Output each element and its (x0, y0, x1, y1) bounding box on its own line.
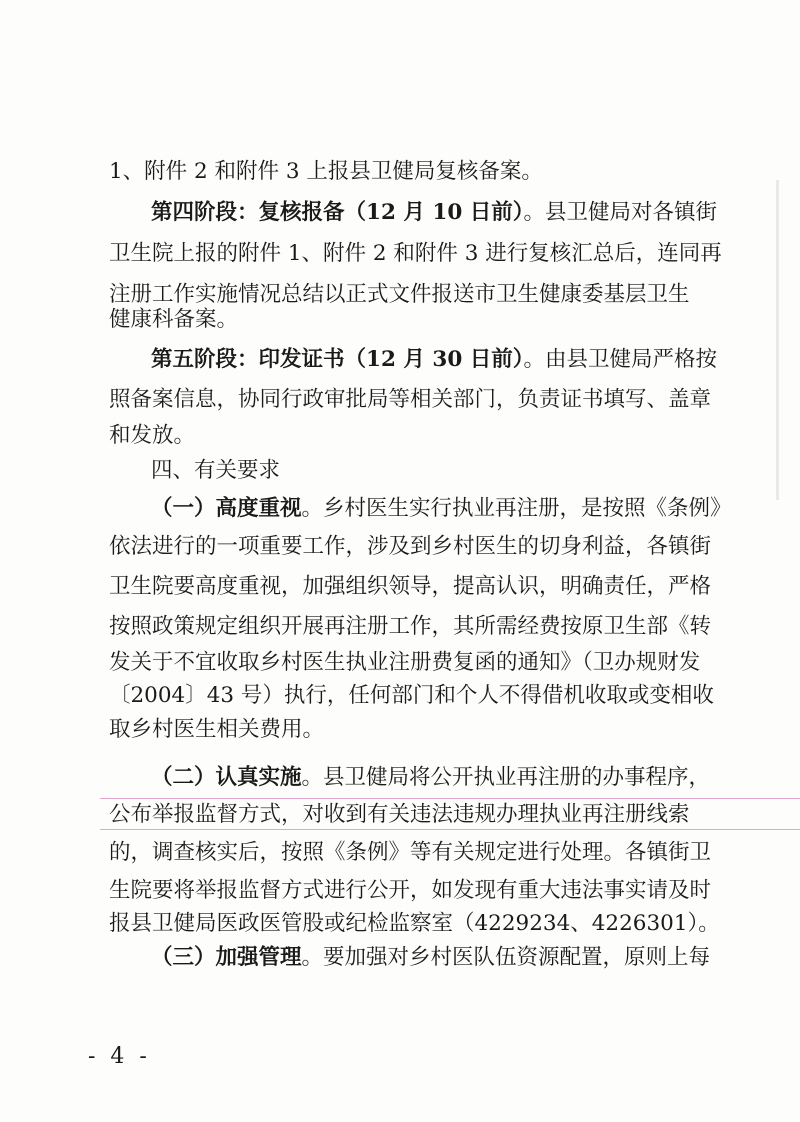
line-text: 取乡村医生相关费用。 (109, 717, 325, 742)
requirement-two-line (151, 763, 711, 793)
paragraph-line-19 (109, 838, 712, 868)
line-text: 生院要将举报监督方式进行公开，如发现有重大违法事实请及时 (109, 878, 712, 903)
stage-four-heading-line (151, 198, 718, 228)
paragraph-line-3 (109, 239, 722, 269)
paragraph-line-7 (109, 385, 712, 415)
paragraph-line-18 (109, 800, 690, 830)
line-text: 按照政策规定组织开展再注册工作，其所需经费按原卫生部《转 (109, 614, 712, 639)
section-heading (151, 456, 684, 486)
line-text: 发关于不宜收取乡村医生执业注册费复函的通知》（卫办规财发 (109, 650, 701, 675)
paragraph-line-11 (109, 532, 712, 562)
requirement-three-line (151, 943, 711, 973)
line-text: 1、附件 2 和附件 3 上报县卫健局复核备案。 (109, 159, 543, 184)
paragraph-line-15 (109, 681, 714, 711)
stage-five-heading-line (151, 345, 718, 375)
stage-five-title: 第五阶段：印发证书（12 月 30 日前） (151, 347, 524, 372)
line-text: 注册工作实施情况总结以正式文件报送市卫生健康委基层卫生 (109, 282, 690, 307)
line-text: 和发放。 (109, 423, 196, 448)
line-text: 。县卫健局将公开执业再注册的办事程序， (301, 765, 711, 790)
line-text: 卫生院上报的附件 1、附件 2 和附件 3 进行复核汇总后，连同再 (109, 241, 722, 266)
scan-edge-shadow (776, 180, 779, 500)
stage-four-title: 第四阶段：复核报备（12 月 10 日前） (151, 200, 524, 225)
line-text: 健康科备案。 (109, 307, 239, 332)
requirement-one-title: （一）高度重视 (151, 496, 302, 521)
line-text: 依法进行的一项重要工作，涉及到乡村医生的切身利益，各镇街 (109, 534, 712, 559)
requirement-one-line (151, 494, 732, 524)
paragraph-line-20 (109, 876, 712, 906)
line-text: 。乡村医生实行执业再注册，是按照《条例》 (301, 496, 732, 521)
line-text: 报县卫健局医政医管股或纪检监察室（4229234、4226301）。 (109, 911, 720, 936)
paragraph-line-13 (109, 612, 712, 642)
line-text: 〔2004〕43 号）执行，任何部门和个人不得借机收取或变相收 (109, 683, 714, 708)
page-number: - 4 - (88, 1044, 151, 1069)
paragraph-line-21 (109, 909, 720, 939)
line-text: 。由县卫健局严格按 (523, 347, 718, 372)
requirement-two-title: （二）认真实施 (151, 765, 302, 790)
line-text: 。县卫健局对各镇街 (523, 200, 718, 225)
binding-rule-top (100, 798, 800, 799)
requirement-three-title: （三）加强管理 (151, 945, 302, 970)
paragraph-line-12 (109, 572, 712, 602)
line-text: 的，调查核实后，按照《条例》等有关规定进行处理。各镇街卫 (109, 840, 712, 865)
line-text: 卫生院要高度重视，加强组织领导，提高认识，明确责任，严格 (109, 574, 712, 599)
section-heading-text: 四、有关要求 (151, 458, 281, 483)
line-text: 公布举报监督方式，对收到有关违法违规办理执业再注册线索 (109, 802, 690, 827)
paragraph-line-5 (109, 305, 684, 335)
paragraph-line-16 (109, 715, 684, 745)
line-text: 照备案信息，协同行政审批局等相关部门，负责证书填写、盖章 (109, 387, 712, 412)
line-text: 。要加强对乡村医队伍资源配置，原则上每 (301, 945, 711, 970)
paragraph-line-1 (109, 157, 684, 187)
paragraph-line-8 (109, 421, 684, 451)
paragraph-line-14 (109, 648, 701, 678)
